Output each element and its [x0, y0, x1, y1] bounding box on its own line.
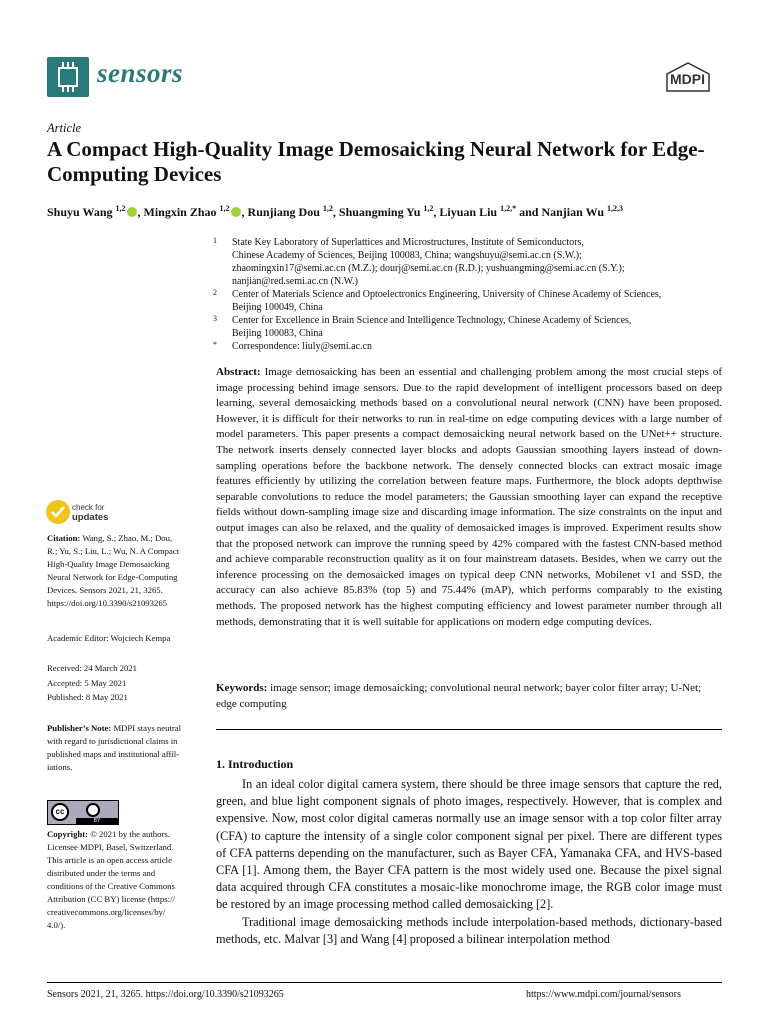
affiliation-line: nanjian@red.semi.ac.cn (N.W.)	[232, 276, 359, 287]
article-type: Article	[47, 121, 82, 135]
academic-editor: Academic Editor: Wojciech Kempa	[47, 633, 171, 643]
published-date: Published: 8 May 2021	[47, 692, 128, 702]
journal-logo-icon	[47, 57, 89, 97]
author-affiliation-sup: 1,2,3	[607, 204, 624, 213]
affiliation-line: Center for Excellence in Brain Science and Intelligence Technology, Chinese Academy of Sciences,	[232, 315, 632, 326]
publisher-note: Publisher’s Note: MDPI stays neutral with regard to jurisdictional claims in published maps and institutional affil- iations.	[47, 723, 181, 772]
intro-paragraph-2: Traditional image demosaicking methods include interpolation-based methods, dictionary-based methods, etc. Malvar [3] and Wang [4] proposed a bilinear interpolation method	[216, 914, 722, 946]
footer-citation: Sensors 2021, 21, 3265. https://doi.org/10.3390/s21093265	[47, 989, 284, 1000]
orcid-icon[interactable]	[231, 207, 241, 217]
publisher-logo: MDPI	[670, 71, 705, 87]
journal-url-link[interactable]: https://www.mdpi.com/journal/sensors	[526, 989, 681, 1000]
affiliation-line: zhaomingxin17@semi.ac.cn (M.Z.); dourj@semi.ac.cn (R.D.); yushuangming@semi.ac.cn (S.Y.);	[232, 263, 625, 274]
received-date: Received: 24 March 2021	[47, 663, 137, 673]
citation-block: Citation: Wang, S.; Zhao, M.; Dou, R.; Yu, S.; Liu, L.; Wu, N. A Compact High-Quality Image Demosaicking Neural Network for Edge-Computing Devices. Sensors 2021, 21, 3265. https://doi.org/10.3390/s21093265	[47, 533, 180, 608]
affiliation-number: *	[213, 340, 217, 349]
author-name: Runjiang Dou $^{1,2}$	[247, 204, 333, 219]
affiliation-line: Correspondence: liuly@semi.ac.cn	[232, 341, 372, 352]
paper-title: A Compact High-Quality Image Demosaicking Neural Network for Edge-Computing Devices	[47, 137, 705, 186]
affiliation-line: Beijing 100083, China	[232, 328, 323, 339]
cc-license-icon[interactable]: cc BY	[47, 800, 119, 825]
accepted-date: Accepted: 5 May 2021	[47, 678, 127, 688]
abstract-label: Abstract:	[216, 366, 261, 378]
affiliation-line: Chinese Academy of Sciences, Beijing 100083, China; wangshuyu@semi.ac.cn (S.W.);	[232, 250, 582, 261]
orcid-icon[interactable]	[127, 207, 137, 217]
affiliation-line: State Key Laboratory of Superlattices and Microstructures, Institute of Semiconductors,	[232, 237, 584, 248]
keywords	[216, 681, 722, 712]
copyright-block: Copyright: © 2021 by the authors. Licensee MDPI, Basel, Switzerland. This article is an open access article distributed under the terms and conditions of the Creative Commons Attribution (CC BY) license (https:// creativecommons.org/licenses/by/ 4.0/).	[47, 829, 175, 930]
author-name: Mingxin Zhao $^{1,2}$	[143, 204, 230, 219]
affiliation-line: Beijing 100049, China	[232, 302, 323, 313]
author-affiliation-sup: 1,2,*	[500, 204, 517, 213]
abstract	[216, 365, 722, 630]
check-updates-icon[interactable]	[46, 500, 70, 524]
journal-name: sensors	[97, 58, 184, 88]
author-affiliation-sup: 1,2	[423, 204, 434, 213]
author-name: Shuangming Yu $^{1,2}$	[338, 204, 434, 219]
keywords-label: Keywords:	[216, 682, 268, 694]
affiliation-number: 2	[213, 288, 217, 297]
author-name: Nanjian Wu $^{1,2,3}$	[541, 204, 624, 219]
check-updates-button[interactable]: check for updates	[72, 503, 109, 523]
author-name: Shuyu Wang $^{1,2}$	[47, 204, 126, 219]
author-affiliation-sup: 1,2	[115, 204, 126, 213]
author-list: Shuyu Wang $^{1,2}$ , Mingxin Zhao $^{1,2}$ , Runjiang Dou $^{1,2}$, Shuangming Yu $^{1,2}$, Liyuan Liu $^{1,2,*}$ and Nanjian Wu $^{1,2,3}$	[47, 204, 624, 219]
author-affiliation-sup: 1,2	[322, 204, 333, 213]
section-divider	[216, 729, 722, 730]
author-affiliation-sup: 1,2	[219, 204, 230, 213]
introduction-body	[216, 776, 722, 948]
affiliation-line: Center of Materials Science and Optoelectronics Engineering, University of Chinese Academy of Sciences,	[232, 289, 662, 300]
intro-paragraph-1: In an ideal color digital camera system, there should be three image sensors that capture the red, green, and blue light component signals of photo images, respectively. However, that is complex and expensive. Now, most color digital cameras normally use an image sensor with a top color filter array (CFA) to capture the intensity of a single color component signal per pixel. There are different types of CFA patterns depending on the manufacturer, such as Bayer CFA, Yamanaka CFA, and HVS-based CFA [1]. Among them, the Bayer CFA pattern is the most widely used one. Because the pixel signal data acquired through CFA constitutes a mosaic-like monochrome image, the RGB color image must be restored by an image processing method called demosaicking [2].	[216, 777, 722, 912]
affiliation-number: 1	[213, 236, 217, 245]
affiliation-number: 3	[213, 314, 217, 323]
section-heading: 1. Introduction	[216, 757, 294, 771]
footer-divider	[47, 982, 722, 983]
author-name: Liyuan Liu $^{1,2,*}$	[439, 204, 517, 219]
abstract-text: Image demosaicking has been an essential and challenging problem among the most crucial steps of image processing behind image sensors. Due to the rapid development of intelligent processors based on deep learning, several demosaicking methods based on a convolutional neural network (CNN) have been proposed. However, it is difficult for their networks to run in real-time on edge computing devices with a large number of model parameters. This paper presents a compact demosaicking neural network based on the UNet++ structure. The network inserts densely connected layer blocks and adopts Gaussian smoothing layers instead of down-sampling operations before the backbone network. The densely connected blocks can extract mosaic image features efficiently by utilizing the correlation between feature maps. Furthermore, the block adopts depthwise separable convolutions to reduce the model parameters; the Gaussian smoothing layer can expand the receptive fields without down-sampling image size and discarding image information. The size constraints on the input and output images can also be relaxed, and the quality of demosaicked images is improved. Experiment results show that the proposed network can improve the running speed by 42% compared with the fastest CNN-based method and achieve comparable reconstruction quality as it on four mainstream datasets. Besides, when we carry out the inference processing on the demosaicked images on typical deep CNN networks, Mobilenet v1 and SSD, the accuracy can also achieve 85.83% (top 5) and 75.44% (mAP), which performs comparably to the existing methods. The proposed network has the highest computing efficiency and lowest parameter number through all methods, demonstrating that it is well suitable for applications on modern edge computing devices.	[216, 366, 723, 628]
keywords-text: image sensor; image demosaicking; convolutional neural network; bayer color filter array; U-Net; edge computing	[216, 682, 702, 710]
